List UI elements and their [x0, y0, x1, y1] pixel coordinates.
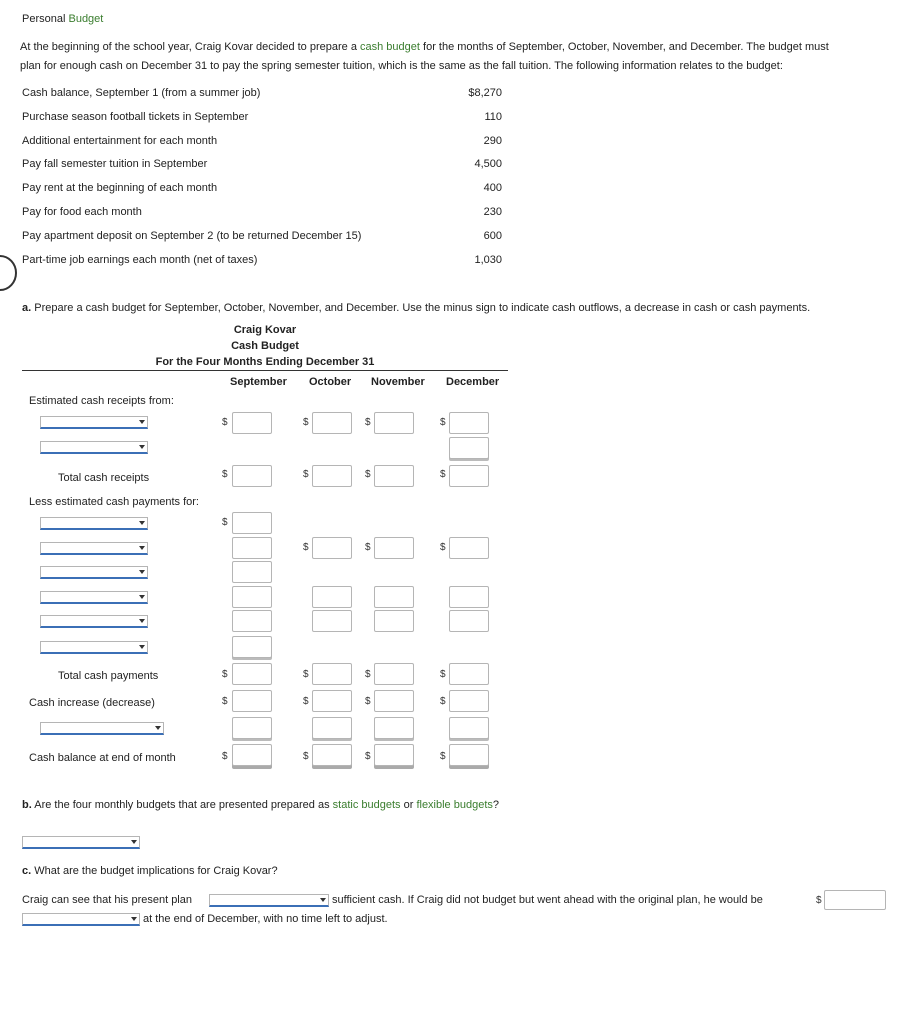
part-c-sentence-2: sufficient cash. If Craig did not budget but went ahead with the original plan, he would be: [332, 894, 763, 906]
intro-line-1: [20, 41, 829, 53]
info-value: 110: [484, 111, 502, 123]
receipt-source-select[interactable]: [40, 416, 148, 429]
part-c-sentence-1: Craig can see that his present plan: [22, 894, 192, 906]
info-value: 400: [483, 182, 502, 194]
december-receipt-input[interactable]: [449, 412, 489, 434]
currency-symbol: $: [303, 417, 309, 428]
info-row: [22, 135, 502, 149]
payment-item-select[interactable]: [40, 566, 148, 579]
breadcrumb: [22, 13, 103, 25]
currency-symbol: $: [440, 751, 446, 762]
part-a-text: Prepare a cash budget for September, October, November, and December. Use the minus sign to indicate cash outflows, a decrease in cash or cash payments.: [34, 302, 811, 314]
december-total-payments-input[interactable]: [449, 663, 489, 685]
october-payment-input[interactable]: [312, 537, 352, 559]
currency-symbol: $: [365, 696, 371, 707]
header-rule: [22, 370, 508, 371]
info-value: 230: [483, 206, 502, 218]
budget-type-select[interactable]: [22, 836, 140, 849]
info-label: Cash balance, September 1 (from a summer job): [22, 87, 261, 99]
col-header-september: September: [230, 376, 287, 388]
currency-symbol: $: [303, 542, 309, 553]
info-value: 600: [483, 230, 502, 242]
static-budgets-link[interactable]: static budgets: [332, 799, 401, 811]
cash-budget-link[interactable]: cash budget: [360, 41, 420, 53]
intro-line-2: plan for enough cash on December 31 to pay the spring semester tuition, which is the same as the fall tuition. The following information relates to the budget:: [20, 60, 783, 72]
october-total-payments-input[interactable]: [312, 663, 352, 685]
breadcrumb-part-2[interactable]: Budget: [68, 13, 104, 25]
currency-symbol: $: [303, 696, 309, 707]
november-total-payments-input[interactable]: [374, 663, 414, 685]
intro-text-2: for the months of September, October, November, and December. The budget must: [423, 41, 829, 53]
september-payment-input[interactable]: [232, 512, 272, 534]
currency-symbol: $: [365, 417, 371, 428]
info-value: 1,030: [474, 254, 502, 266]
currency-symbol: $: [222, 517, 228, 528]
december-payment-input[interactable]: [449, 586, 489, 608]
currency-symbol: $: [222, 751, 228, 762]
info-label: Pay rent at the beginning of each month: [22, 182, 218, 194]
info-value: 290: [483, 135, 502, 147]
september-payment-input[interactable]: [232, 586, 272, 608]
currency-symbol: $: [365, 751, 371, 762]
cash-change-label: Cash increase (decrease): [29, 697, 155, 709]
part-b-or: or: [403, 799, 414, 811]
part-c-letter: c.: [22, 865, 32, 877]
september-total-payments-input[interactable]: [232, 663, 272, 685]
currency-symbol: $: [440, 696, 446, 707]
september-payment-input[interactable]: [232, 561, 272, 583]
chevron-down-icon: [139, 445, 145, 449]
september-payment-input[interactable]: [232, 537, 272, 559]
balance-item-select[interactable]: [40, 722, 164, 735]
currency-symbol: $: [440, 669, 446, 680]
total-payments-label: Total cash payments: [58, 670, 159, 682]
end-balance-label: Cash balance at end of month: [29, 752, 176, 764]
november-payment-input[interactable]: [374, 610, 414, 632]
december-total-receipts-input[interactable]: [449, 465, 489, 487]
november-receipt-input[interactable]: [374, 412, 414, 434]
chevron-down-icon: [131, 840, 137, 844]
december-receipt-input[interactable]: [449, 437, 489, 459]
info-label: Part-time job earnings each month (net of taxes): [22, 254, 258, 266]
info-row: [22, 206, 502, 220]
november-payment-input[interactable]: [374, 586, 414, 608]
chevron-down-icon: [131, 917, 137, 921]
part-a-instruction: [22, 302, 810, 314]
budget-header-name: Craig Kovar: [233, 324, 297, 336]
info-row: [22, 111, 502, 125]
september-balance-input[interactable]: [232, 717, 272, 739]
info-value: 4,500: [474, 158, 502, 170]
november-balance-input[interactable]: [374, 717, 414, 739]
receipt-source-select[interactable]: [40, 441, 148, 454]
currency-symbol: $: [440, 417, 446, 428]
december-end-balance-input[interactable]: [449, 744, 489, 766]
october-payment-input[interactable]: [312, 610, 352, 632]
intro-text-1: At the beginning of the school year, Craig Kovar decided to prepare a: [20, 41, 357, 53]
end-of-december-amount-input[interactable]: [824, 890, 886, 910]
payment-item-select[interactable]: [40, 517, 148, 530]
part-c-text: What are the budget implications for Craig Kovar?: [34, 865, 278, 877]
info-label: Pay for food each month: [22, 206, 142, 218]
september-end-balance-input[interactable]: [232, 744, 272, 766]
flexible-budgets-link[interactable]: flexible budgets: [416, 799, 493, 811]
part-b-text: Are the four monthly budgets that are presented prepared as: [34, 799, 330, 811]
currency-symbol: $: [816, 895, 822, 906]
receipts-label: Estimated cash receipts from:: [29, 395, 174, 407]
november-end-balance-input[interactable]: [374, 744, 414, 766]
september-payment-input[interactable]: [232, 636, 272, 658]
part-b-question: [22, 799, 499, 811]
info-label: Pay fall semester tuition in September: [22, 158, 208, 170]
col-header-november: November: [371, 376, 425, 388]
info-row: [22, 158, 502, 172]
november-cash-change-input[interactable]: [374, 690, 414, 712]
payment-item-select[interactable]: [40, 641, 148, 654]
currency-symbol: $: [222, 696, 228, 707]
december-payment-input[interactable]: [449, 537, 489, 559]
currency-symbol: $: [365, 469, 371, 480]
part-c-sentence-3: at the end of December, with no time left to adjust.: [143, 913, 388, 925]
chevron-down-icon: [320, 898, 326, 902]
info-row: [22, 254, 502, 268]
part-a-letter: a.: [22, 302, 32, 314]
col-header-october: October: [309, 376, 352, 388]
info-row: [22, 182, 502, 196]
chevron-down-icon: [139, 420, 145, 424]
sidebar-toggle-icon[interactable]: [0, 254, 20, 294]
chevron-down-icon: [139, 546, 145, 550]
september-payment-input[interactable]: [232, 610, 272, 632]
currency-symbol: $: [222, 469, 228, 480]
chevron-down-icon: [139, 570, 145, 574]
currency-symbol: $: [222, 417, 228, 428]
plan-sufficiency-select[interactable]: [209, 894, 329, 907]
september-receipt-input[interactable]: [232, 412, 272, 434]
info-label: Additional entertainment for each month: [22, 135, 218, 147]
budget-header-period: For the Four Months Ending December 31: [155, 356, 375, 368]
breadcrumb-part-1: Personal: [22, 13, 66, 25]
november-total-receipts-input[interactable]: [374, 465, 414, 487]
info-label: Purchase season football tickets in September: [22, 111, 249, 123]
currency-symbol: $: [303, 751, 309, 762]
col-header-december: December: [446, 376, 500, 388]
currency-symbol: $: [303, 669, 309, 680]
december-cash-change-input[interactable]: [449, 690, 489, 712]
budget-header-title: Cash Budget: [231, 340, 299, 352]
october-payment-input[interactable]: [312, 586, 352, 608]
chevron-down-icon: [155, 726, 161, 730]
october-total-receipts-input[interactable]: [312, 465, 352, 487]
chevron-down-icon: [139, 645, 145, 649]
currency-symbol: $: [365, 669, 371, 680]
chevron-down-icon: [139, 619, 145, 623]
currency-symbol: $: [440, 469, 446, 480]
october-balance-input[interactable]: [312, 717, 352, 739]
october-receipt-input[interactable]: [312, 412, 352, 434]
info-label: Pay apartment deposit on September 2 (to be returned December 15): [22, 230, 362, 242]
part-c-question: [22, 865, 278, 877]
info-value: $8,270: [468, 87, 502, 99]
november-payment-input[interactable]: [374, 537, 414, 559]
september-cash-change-input[interactable]: [232, 690, 272, 712]
part-b-qmark: ?: [492, 799, 500, 811]
payment-item-select[interactable]: [40, 542, 148, 555]
payments-label: Less estimated cash payments for:: [29, 496, 199, 508]
currency-symbol: $: [303, 469, 309, 480]
december-payment-input[interactable]: [449, 610, 489, 632]
december-balance-input[interactable]: [449, 717, 489, 739]
currency-symbol: $: [365, 542, 371, 553]
chevron-down-icon: [139, 521, 145, 525]
october-end-balance-input[interactable]: [312, 744, 352, 766]
short-or-excess-select[interactable]: [22, 913, 140, 926]
october-cash-change-input[interactable]: [312, 690, 352, 712]
payment-item-select[interactable]: [40, 591, 148, 604]
currency-symbol: $: [222, 669, 228, 680]
payment-item-select[interactable]: [40, 615, 148, 628]
part-b-letter: b.: [22, 799, 32, 811]
total-receipts-label: Total cash receipts: [58, 472, 150, 484]
currency-symbol: $: [440, 542, 446, 553]
september-total-receipts-input[interactable]: [232, 465, 272, 487]
chevron-down-icon: [139, 595, 145, 599]
info-row: [22, 87, 502, 101]
info-row: [22, 230, 502, 244]
